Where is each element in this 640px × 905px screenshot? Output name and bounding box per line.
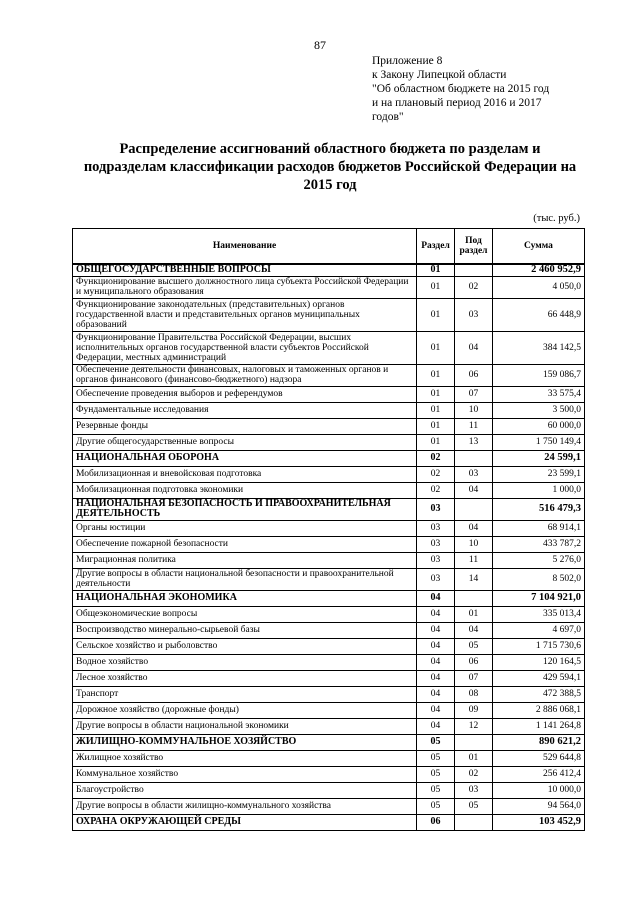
row-section-cell: 01 [417, 364, 455, 386]
row-subsection-cell [455, 590, 493, 606]
table-section-row [73, 498, 585, 520]
table-row [73, 638, 585, 654]
row-sum-cell: 1 141 264,8 [493, 718, 585, 734]
table-section-row [73, 450, 585, 466]
row-subsection-cell [455, 498, 493, 520]
table-row [73, 606, 585, 622]
row-name-cell: Мобилизационная и вневойсковая подготовка [73, 466, 417, 482]
row-section-cell: 04 [417, 654, 455, 670]
row-subsection-cell: 04 [455, 482, 493, 498]
row-section-cell: 05 [417, 766, 455, 782]
row-name-cell: Органы юстиции [73, 520, 417, 536]
row-section-cell: 05 [417, 750, 455, 766]
row-subsection-cell: 04 [455, 622, 493, 638]
row-subsection-cell: 01 [455, 606, 493, 622]
table-row [73, 798, 585, 814]
row-subsection-cell: 11 [455, 418, 493, 434]
row-name-cell: Воспроизводство минерально-сырьевой базы [73, 622, 417, 638]
row-name-cell: Водное хозяйство [73, 654, 417, 670]
table-section-row [73, 814, 585, 830]
column-header-subsection: Под раздел [455, 229, 493, 265]
row-sum-cell: 7 104 921,0 [493, 590, 585, 606]
table-row [73, 568, 585, 590]
row-sum-cell: 429 594,1 [493, 670, 585, 686]
table-body [73, 264, 585, 830]
table-row [73, 750, 585, 766]
row-sum-cell: 890 621,2 [493, 734, 585, 750]
row-sum-cell: 335 013,4 [493, 606, 585, 622]
row-sum-cell: 23 599,1 [493, 466, 585, 482]
units-label: (тыс. руб.) [533, 213, 580, 224]
row-section-cell: 04 [417, 670, 455, 686]
row-section-cell: 04 [417, 702, 455, 718]
row-subsection-cell: 12 [455, 718, 493, 734]
table-row [73, 364, 585, 386]
row-sum-cell: 529 644,8 [493, 750, 585, 766]
row-name-cell: ОБЩЕГОСУДАРСТВЕННЫЕ ВОПРОСЫ [73, 264, 417, 276]
row-sum-cell: 256 412,4 [493, 766, 585, 782]
column-header-sum: Сумма [493, 229, 585, 265]
row-section-cell: 03 [417, 568, 455, 590]
row-subsection-cell: 10 [455, 402, 493, 418]
row-name-cell: Транспорт [73, 686, 417, 702]
row-sum-cell: 94 564,0 [493, 798, 585, 814]
table-row [73, 482, 585, 498]
table-row [73, 766, 585, 782]
row-subsection-cell: 04 [455, 520, 493, 536]
row-name-cell: Коммунальное хозяйство [73, 766, 417, 782]
row-subsection-cell: 05 [455, 638, 493, 654]
row-subsection-cell: 06 [455, 364, 493, 386]
row-section-cell: 02 [417, 466, 455, 482]
row-name-cell: Миграционная политика [73, 552, 417, 568]
row-sum-cell: 66 448,9 [493, 298, 585, 331]
row-section-cell: 04 [417, 622, 455, 638]
row-subsection-cell: 06 [455, 654, 493, 670]
row-subsection-cell: 09 [455, 702, 493, 718]
row-section-cell: 01 [417, 402, 455, 418]
row-sum-cell: 4 697,0 [493, 622, 585, 638]
row-sum-cell: 5 276,0 [493, 552, 585, 568]
row-sum-cell: 1 000,0 [493, 482, 585, 498]
row-section-cell: 04 [417, 590, 455, 606]
row-section-cell: 04 [417, 718, 455, 734]
row-sum-cell: 33 575,4 [493, 386, 585, 402]
row-name-cell: Обеспечение проведения выборов и референдумов [73, 386, 417, 402]
row-name-cell: Фундаментальные исследования [73, 402, 417, 418]
table-row [73, 331, 585, 364]
row-subsection-cell: 07 [455, 386, 493, 402]
row-sum-cell: 2 886 068,1 [493, 702, 585, 718]
row-subsection-cell: 02 [455, 766, 493, 782]
row-section-cell: 01 [417, 276, 455, 298]
row-subsection-cell: 08 [455, 686, 493, 702]
table-row [73, 718, 585, 734]
table-row [73, 402, 585, 418]
table-row [73, 298, 585, 331]
row-section-cell: 01 [417, 264, 455, 276]
row-name-cell: НАЦИОНАЛЬНАЯ ЭКОНОМИКА [73, 590, 417, 606]
row-subsection-cell [455, 450, 493, 466]
row-sum-cell: 103 452,9 [493, 814, 585, 830]
table-row [73, 276, 585, 298]
row-section-cell: 02 [417, 482, 455, 498]
budget-table [72, 228, 585, 831]
row-name-cell: Благоустройство [73, 782, 417, 798]
row-sum-cell: 433 787,2 [493, 536, 585, 552]
table-row [73, 466, 585, 482]
row-section-cell: 01 [417, 434, 455, 450]
row-subsection-cell: 13 [455, 434, 493, 450]
table-row [73, 670, 585, 686]
row-sum-cell: 159 086,7 [493, 364, 585, 386]
row-name-cell: ЖИЛИЩНО-КОММУНАЛЬНОЕ ХОЗЯЙСТВО [73, 734, 417, 750]
row-sum-cell: 3 500,0 [493, 402, 585, 418]
row-sum-cell: 120 164,5 [493, 654, 585, 670]
document-title: Распределение ассигнований областного бюджета по разделам и подразделам классификации расходов бюджетов Российской Федерации на 2015 год [83, 141, 577, 193]
appendix-note: Приложение 8 к Закону Липецкой области "Об областном бюджете на 2015 год и на плановый период 2016 и 2017 годов" [372, 55, 550, 123]
row-name-cell: НАЦИОНАЛЬНАЯ ОБОРОНА [73, 450, 417, 466]
row-sum-cell: 2 460 952,9 [493, 264, 585, 276]
table-header-row [73, 229, 585, 265]
row-name-cell: ОХРАНА ОКРУЖАЮЩЕЙ СРЕДЫ [73, 814, 417, 830]
row-name-cell: Обеспечение пожарной безопасности [73, 536, 417, 552]
row-subsection-cell: 14 [455, 568, 493, 590]
row-section-cell: 01 [417, 298, 455, 331]
row-section-cell: 04 [417, 606, 455, 622]
row-subsection-cell: 03 [455, 466, 493, 482]
row-sum-cell: 472 388,5 [493, 686, 585, 702]
row-subsection-cell: 01 [455, 750, 493, 766]
table-row [73, 418, 585, 434]
row-sum-cell: 68 914,1 [493, 520, 585, 536]
table-section-row [73, 590, 585, 606]
row-section-cell: 03 [417, 536, 455, 552]
row-sum-cell: 24 599,1 [493, 450, 585, 466]
row-sum-cell: 1 750 149,4 [493, 434, 585, 450]
row-section-cell: 06 [417, 814, 455, 830]
table-row [73, 552, 585, 568]
column-header-name: Наименование [73, 229, 417, 265]
row-subsection-cell: 10 [455, 536, 493, 552]
table-row [73, 434, 585, 450]
row-name-cell: Мобилизационная подготовка экономики [73, 482, 417, 498]
row-section-cell: 03 [417, 552, 455, 568]
table-row [73, 702, 585, 718]
row-subsection-cell: 04 [455, 331, 493, 364]
column-header-section: Раздел [417, 229, 455, 265]
row-section-cell: 05 [417, 782, 455, 798]
table-row [73, 654, 585, 670]
row-sum-cell: 384 142,5 [493, 331, 585, 364]
row-sum-cell: 8 502,0 [493, 568, 585, 590]
row-subsection-cell: 05 [455, 798, 493, 814]
row-name-cell: Функционирование законодательных (представительных) органов государственной власти и представительных органов муниципальных образований [73, 298, 417, 331]
row-section-cell: 04 [417, 638, 455, 654]
row-subsection-cell: 11 [455, 552, 493, 568]
table-row [73, 386, 585, 402]
row-name-cell: Другие общегосударственные вопросы [73, 434, 417, 450]
row-section-cell: 03 [417, 498, 455, 520]
row-name-cell: НАЦИОНАЛЬНАЯ БЕЗОПАСНОСТЬ И ПРАВООХРАНИТЕЛЬНАЯ ДЕЯТЕЛЬНОСТЬ [73, 498, 417, 520]
row-section-cell: 04 [417, 686, 455, 702]
row-section-cell: 05 [417, 798, 455, 814]
row-name-cell: Лесное хозяйство [73, 670, 417, 686]
row-sum-cell: 1 715 730,6 [493, 638, 585, 654]
table-row [73, 782, 585, 798]
row-name-cell: Дорожное хозяйство (дорожные фонды) [73, 702, 417, 718]
row-subsection-cell: 03 [455, 298, 493, 331]
row-name-cell: Общеэкономические вопросы [73, 606, 417, 622]
row-sum-cell: 516 479,3 [493, 498, 585, 520]
table-section-row [73, 734, 585, 750]
row-subsection-cell [455, 814, 493, 830]
row-subsection-cell: 02 [455, 276, 493, 298]
table-row [73, 622, 585, 638]
row-section-cell: 01 [417, 331, 455, 364]
row-subsection-cell: 07 [455, 670, 493, 686]
row-name-cell: Сельское хозяйство и рыболовство [73, 638, 417, 654]
row-name-cell: Резервные фонды [73, 418, 417, 434]
row-section-cell: 01 [417, 418, 455, 434]
row-sum-cell: 10 000,0 [493, 782, 585, 798]
row-section-cell: 05 [417, 734, 455, 750]
row-name-cell: Другие вопросы в области национальной безопасности и правоохранительной деятельности [73, 568, 417, 590]
row-name-cell: Жилищное хозяйство [73, 750, 417, 766]
table-row [73, 686, 585, 702]
table-row [73, 536, 585, 552]
row-subsection-cell [455, 264, 493, 276]
table-row [73, 520, 585, 536]
row-name-cell: Функционирование Правительства Российской Федерации, высших исполнительных органов государственной власти субъектов Российской Федерации, местных администраций [73, 331, 417, 364]
row-section-cell: 03 [417, 520, 455, 536]
row-name-cell: Другие вопросы в области жилищно-коммунального хозяйства [73, 798, 417, 814]
row-sum-cell: 4 050,0 [493, 276, 585, 298]
row-name-cell: Функционирование высшего должностного лица субъекта Российской Федерации и муниципального образования [73, 276, 417, 298]
row-subsection-cell: 03 [455, 782, 493, 798]
row-section-cell: 01 [417, 386, 455, 402]
row-subsection-cell [455, 734, 493, 750]
row-sum-cell: 60 000,0 [493, 418, 585, 434]
row-name-cell: Обеспечение деятельности финансовых, налоговых и таможенных органов и органов финансового (финансово-бюджетного) надзора [73, 364, 417, 386]
row-name-cell: Другие вопросы в области национальной экономики [73, 718, 417, 734]
page-number: 87 [314, 38, 326, 52]
table-section-row [73, 264, 585, 276]
row-section-cell: 02 [417, 450, 455, 466]
